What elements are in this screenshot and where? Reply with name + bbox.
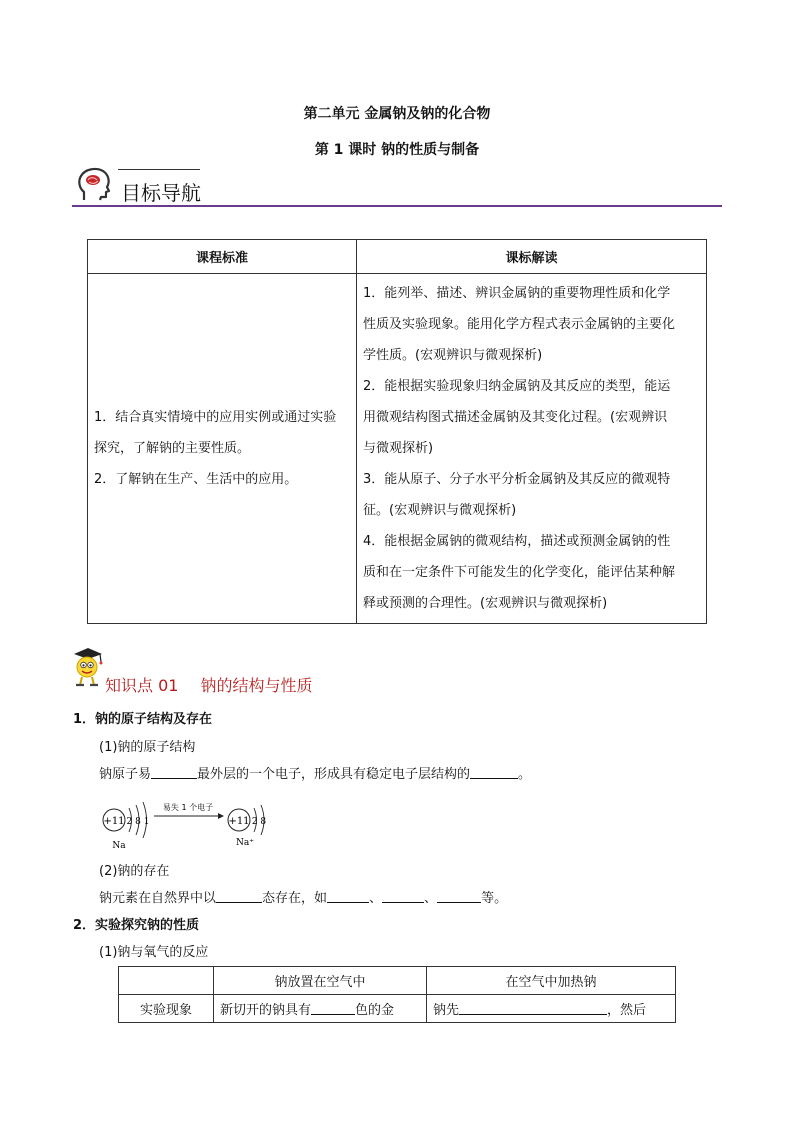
section2-sub1: (1)钠与氧气的反应 <box>99 945 209 960</box>
line1-part-a: 钠原子易 <box>99 767 152 782</box>
separator: 、 <box>424 891 438 906</box>
standards-right-line: 2．能根据实验现象归纳金属钠及其反应的类型，能运 <box>363 379 671 394</box>
exp-cell-air <box>214 995 427 1023</box>
right-nucleus-text: +11 <box>228 816 250 827</box>
standards-right-line: 质和在一定条件下可能发生的化学变化，能评估某种解 <box>363 565 676 580</box>
separator: 、 <box>369 891 383 906</box>
left-shells-text: 2 8 1 <box>126 817 150 827</box>
section1-sub2: (2)钠的存在 <box>99 864 170 879</box>
exp-cell-heat <box>427 995 676 1023</box>
exp-cell-heat-a: 钠先 <box>433 1003 460 1018</box>
right-symbol-text: Na⁺ <box>236 838 254 848</box>
standards-right-line: 征。(宏观辨识与微观探析) <box>363 503 517 518</box>
answer-blank[interactable] <box>311 1002 355 1015</box>
left-symbol-text: Na <box>112 841 126 850</box>
standards-right-line: 4．能根据金属钠的微观结构，描述或预测金属钠的性 <box>363 534 671 549</box>
line2-part-b: 态存在，如 <box>262 891 328 906</box>
answer-blank[interactable] <box>382 890 424 903</box>
goal-divider <box>72 205 722 207</box>
standards-right-cell <box>357 274 707 624</box>
unit-title: 第二单元 金属钠及钠的化合物 <box>303 106 491 122</box>
answer-blank[interactable] <box>459 1002 607 1015</box>
standards-header-right: 课标解读 <box>357 240 707 274</box>
line1-part-b: 最外层的一个电子，形成具有稳定电子层结构的 <box>197 767 471 782</box>
standards-left-cell <box>88 274 357 624</box>
fill-in-line-1 <box>99 763 531 782</box>
fill-in-line-2 <box>99 887 507 906</box>
arrow-label-text: 易失 1 个电子 <box>162 803 214 812</box>
sodium-oxygen-table <box>118 966 676 1023</box>
exp-header-heat: 在空气中加热钠 <box>427 967 676 995</box>
standards-right-line: 1．能列举、描述、辨识金属钠的重要物理性质和化学 <box>363 286 671 301</box>
sodium-ionization-diagram <box>100 798 280 850</box>
knowledge-point-title <box>105 673 312 696</box>
goal-overline <box>118 169 200 170</box>
exp-row-label: 实验现象 <box>119 995 214 1023</box>
standards-left-line: 1．结合真实情境中的应用实例或通过实验 <box>94 410 337 425</box>
answer-blank[interactable] <box>327 890 369 903</box>
standards-right-line: 性质及实验现象。能用化学方程式表示金属钠的主要化 <box>363 317 676 332</box>
standards-header-left: 课程标准 <box>88 240 357 274</box>
section2-heading: 2．实验探究钠的性质 <box>73 918 200 933</box>
answer-blank[interactable] <box>151 766 197 779</box>
line2-end: 等。 <box>481 891 508 906</box>
standards-right-line: 学性质。(宏观辨识与微观探析) <box>363 348 543 363</box>
answer-blank[interactable] <box>216 890 262 903</box>
standards-right-line: 用微观结构图式描述金属钠及其变化过程。(宏观辨识 <box>363 410 668 425</box>
exp-header-air: 钠放置在空气中 <box>214 967 427 995</box>
exp-cell-air-b: 色的金 <box>355 1003 395 1018</box>
knowledge-point-name: 钠的结构与性质 <box>200 676 313 695</box>
answer-blank[interactable] <box>437 890 481 903</box>
section1-heading: 1．钠的原子结构及存在 <box>73 712 213 727</box>
left-nucleus-text: +11 <box>103 816 125 827</box>
standards-table <box>87 239 707 624</box>
answer-blank[interactable] <box>470 766 518 779</box>
knowledge-point-label: 知识点 01 <box>105 676 179 695</box>
graduate-mascot-icon <box>70 646 104 688</box>
standards-right-line: 3．能从原子、分子水平分析金属钠及其反应的微观特 <box>363 472 671 487</box>
exp-cell-air-a: 新切开的钠具有 <box>220 1003 312 1018</box>
standards-left-line: 2．了解钠在生产、生活中的应用。 <box>94 472 298 487</box>
right-shells-text: 2 8 <box>251 817 267 827</box>
standards-right-line: 释或预测的合理性。(宏观辨识与微观探析) <box>363 596 608 611</box>
line1-part-c: 。 <box>518 767 532 782</box>
brain-head-icon <box>76 166 112 204</box>
line2-part-a: 钠元素在自然界中以 <box>99 891 217 906</box>
goal-section-title: 目标导航 <box>121 181 201 205</box>
standards-right-line: 与微观探析) <box>363 441 434 456</box>
exp-cell-heat-b: ，然后 <box>607 1003 647 1018</box>
section1-sub1: (1)钠的原子结构 <box>99 740 196 755</box>
standards-left-line: 探究，了解钠的主要性质。 <box>94 441 251 456</box>
lesson-title: 第 1 课时 钠的性质与制备 <box>314 142 480 158</box>
exp-header-empty <box>119 967 214 995</box>
